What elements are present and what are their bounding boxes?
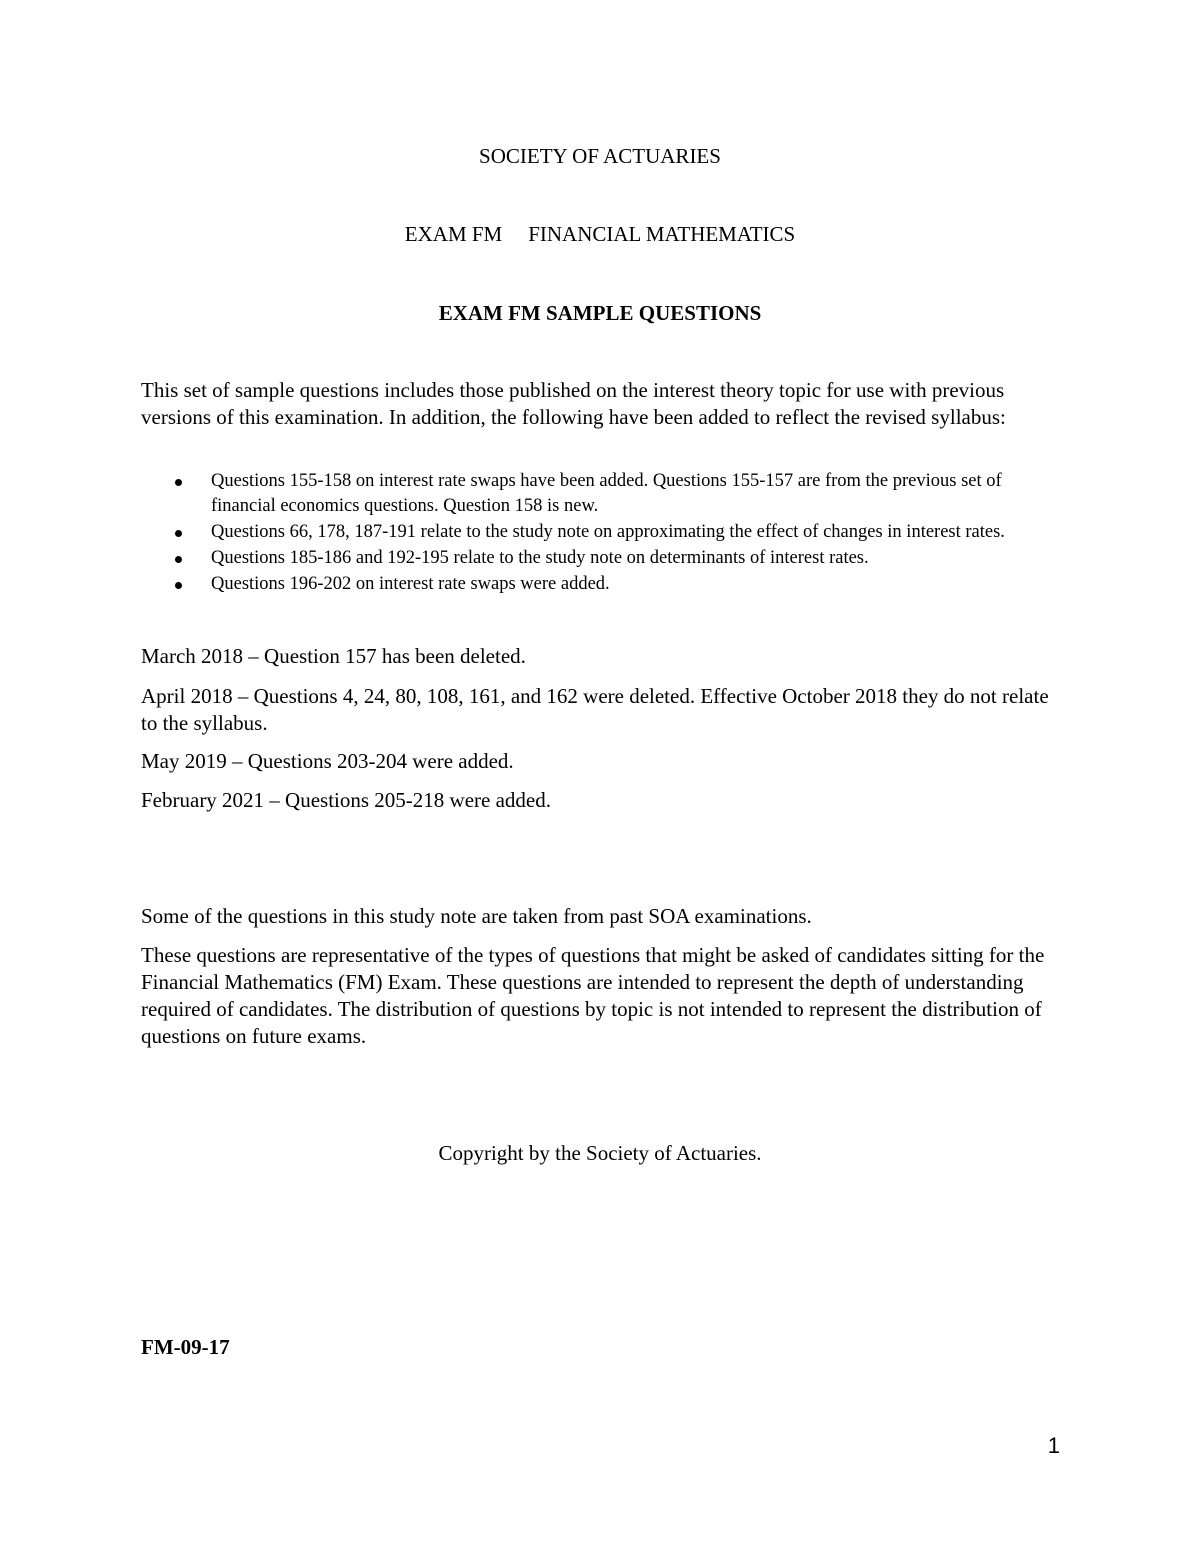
update-february-2021: February 2021 – Questions 205-218 were added. [141,788,551,812]
list-item: Questions 66, 178, 187-191 relate to the study note on approximating the effect of changes in interest rates. [141,520,1041,545]
syllabus-additions-list [141,469,1041,598]
intro-paragraph: This set of sample questions includes those published on the interest theory topic for use with previous versions of this examination. In addition, the following have been added to reflect the revised syllabus: [141,378,1006,429]
update-march-2018: March 2018 – Question 157 has been deleted. [141,644,526,668]
source-note: Some of the questions in this study note are taken from past SOA examinations. [141,904,812,928]
list-item: Questions 185-186 and 192-195 relate to the study note on determinants of interest rates. [141,546,1041,571]
exam-name: FINANCIAL MATHEMATICS [528,222,796,246]
exam-heading [0,221,1200,247]
bullet-icon [175,530,182,537]
list-item: Questions 196-202 on interest rate swaps were added. [141,572,1041,597]
update-april-2018: April 2018 – Questions 4, 24, 80, 108, 161, and 162 were deleted. Effective October 2018 they do not relate to the syllabus. [141,684,1049,735]
bullet-icon [175,582,182,589]
list-item: Questions 155-158 on interest rate swaps have been added. Questions 155-157 are from the previous set of financial economics questions. Question 158 is new. [141,469,1041,519]
document-code: FM-09-17 [141,1335,230,1359]
bullet-icon [175,556,182,563]
representative-note: These questions are representative of the types of questions that might be asked of candidates sitting for the Financial Mathematics (FM) Exam. These questions are intended to represent the depth of understanding required of candidates. The distribution of questions by topic is not intended to represent the distribution of questions on future exams. [141,943,1045,1048]
organization-heading: SOCIETY OF ACTUARIES [479,144,721,168]
exam-code: EXAM FM [404,222,503,246]
update-may-2019: May 2019 – Questions 203-204 were added. [141,749,514,773]
document-title: EXAM FM SAMPLE QUESTIONS [438,301,762,325]
copyright-notice: Copyright by the Society of Actuaries. [438,1141,762,1165]
bullet-icon [175,479,182,486]
page-number: 1 [1047,1433,1060,1458]
